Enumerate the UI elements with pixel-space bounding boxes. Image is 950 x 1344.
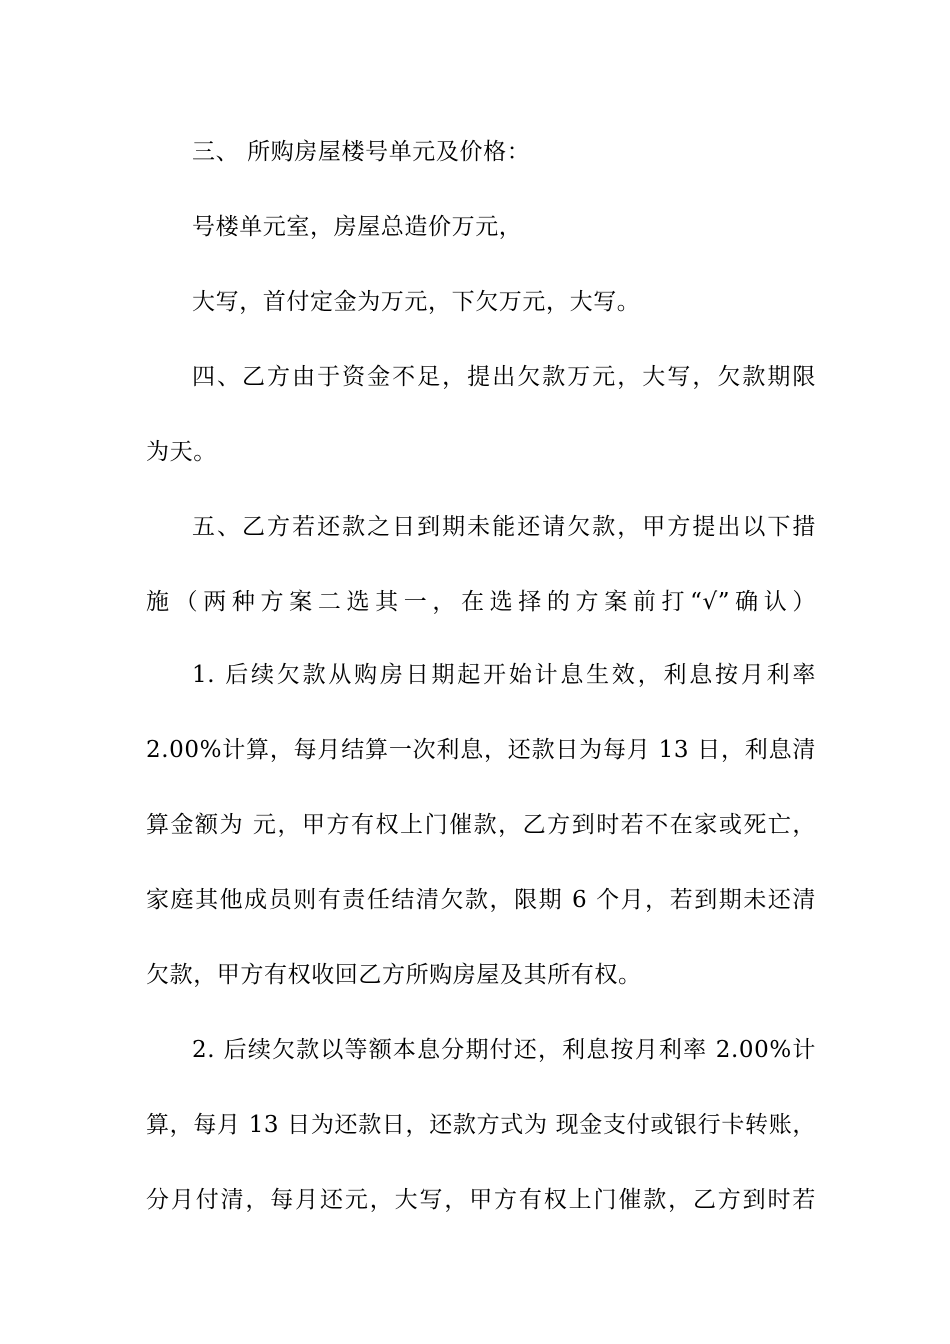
text-line-section-4-cont: 为天。 xyxy=(146,439,217,465)
text-line-deposit: 大写，首付定金为万元，下欠万元，大写。 xyxy=(192,289,641,315)
text-line-option-2: 2. 后续欠款以等额本息分期付还，利息按月利率 2.00%计 xyxy=(192,1037,816,1063)
text-line-section-5: 五、乙方若还款之日到期未能还请欠款，甲方提出以下措 xyxy=(192,514,816,540)
text-line-section-3-heading: 三、 所购房屋楼号单元及价格： xyxy=(192,139,531,165)
text-line-section-5-cont: 施（两种方案二选其一，在选择的方案前打“√”确认） xyxy=(146,589,816,615)
text-line-option-2-cont-1: 算，每月 13 日为还款日，还款方式为 现金支付或银行卡转账， xyxy=(146,1112,816,1138)
text-line-option-1-cont-3: 家庭其他成员则有责任结清欠款，限期 6 个月，若到期未还清 xyxy=(146,887,816,913)
text-line-option-2-cont-2: 分月付清，每月还元，大写，甲方有权上门催款，乙方到时若 xyxy=(146,1187,816,1213)
text-line-option-1: 1. 后续欠款从购房日期起开始计息生效，利息按月利率 xyxy=(192,662,816,688)
text-line-building-unit: 号楼单元室，房屋总造价万元， xyxy=(192,214,523,240)
text-line-option-1-cont-4: 欠款，甲方有权收回乙方所购房屋及其所有权。 xyxy=(146,962,642,988)
text-line-section-4: 四、乙方由于资金不足，提出欠款万元，大写，欠款期限 xyxy=(192,364,816,390)
text-line-option-1-cont-1: 2.00%计算，每月结算一次利息，还款日为每月 13 日，利息清 xyxy=(146,737,816,763)
text-line-option-1-cont-2: 算金额为 元，甲方有权上门催款，乙方到时若不在家或死亡， xyxy=(146,812,816,838)
